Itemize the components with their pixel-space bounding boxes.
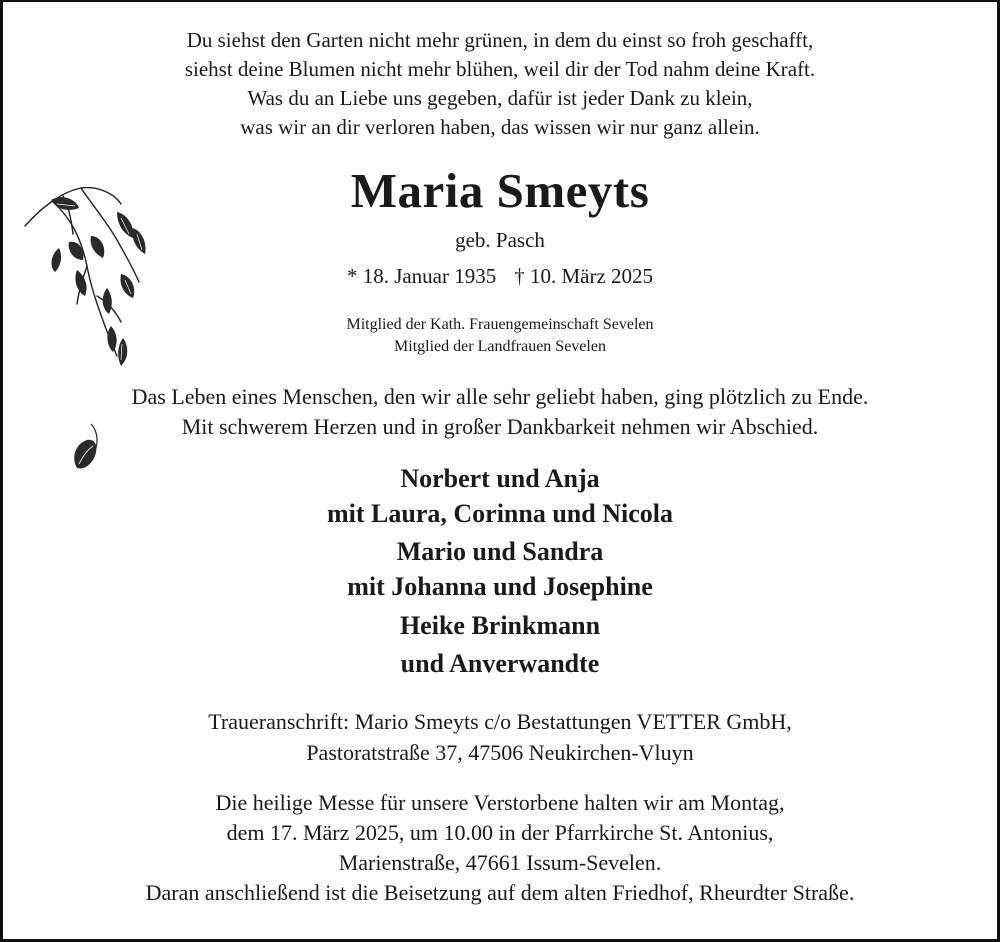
memberships [3,314,997,358]
mourner-group [3,461,997,531]
mourner-line: Mario und Sandra [396,537,604,566]
poem-line: siehst deine Blumen nicht mehr blühen, weil dir der Tod nahm deine Kraft. [184,57,816,81]
deceased-name: Maria Smeyts [350,163,650,218]
mourners [3,461,997,683]
mourner-line: Norbert und Anja [400,464,600,493]
mourner-line: mit Johanna und Josephine [347,572,653,601]
life-dates [3,264,997,289]
mourner-line: und Anverwandte [400,649,600,678]
poem-line: was wir an dir verloren haben, das wissen wir nur ganz allein. [240,115,760,139]
address-line: Pastoratstraße 37, 47506 Neukirchen-Vluyn [306,740,694,765]
mass-line: dem 17. März 2025, um 10.00 in der Pfarrkirche St. Antonius, [226,820,774,845]
mourning-address [3,706,997,768]
address-line: Traueranschrift: Mario Smeyts c/o Bestattungen VETTER GmbH, [208,709,792,734]
poem [3,26,997,142]
funeral-mass-info [3,788,997,908]
mass-line: Die heilige Messe für unsere Verstorbene halten wir am Montag, [215,790,785,815]
mourner-line: Heike Brinkmann [399,611,601,640]
birth-name: geb. Pasch [455,228,545,252]
farewell-line: Mit schwerem Herzen und in großer Dankbarkeit nehmen wir Abschied. [181,414,819,439]
farewell-text [3,382,997,442]
farewell-line: Das Leben eines Menschen, den wir alle sehr geliebt haben, ging plötzlich zu Ende. [131,384,869,409]
mourner-group [3,534,997,604]
mass-line: Marienstraße, 47661 Issum-Sevelen. [338,850,662,875]
death-date: † 10. März 2025 [514,264,654,288]
poem-line: Was du an Liebe uns gegeben, dafür ist jeder Dank zu klein, [247,86,753,110]
membership-line: Mitglied der Landfrauen Sevelen [394,338,606,355]
membership-line: Mitglied der Kath. Frauengemeinschaft Sevelen [346,316,654,333]
mourner-line: mit Laura, Corinna und Nicola [327,499,673,528]
mass-line: Daran anschließend ist die Beisetzung auf dem alten Friedhof, Rheurdter Straße. [145,880,855,905]
birth-date: * 18. Januar 1935 [346,264,497,288]
poem-line: Du siehst den Garten nicht mehr grünen, in dem du einst so froh geschafft, [186,28,814,52]
